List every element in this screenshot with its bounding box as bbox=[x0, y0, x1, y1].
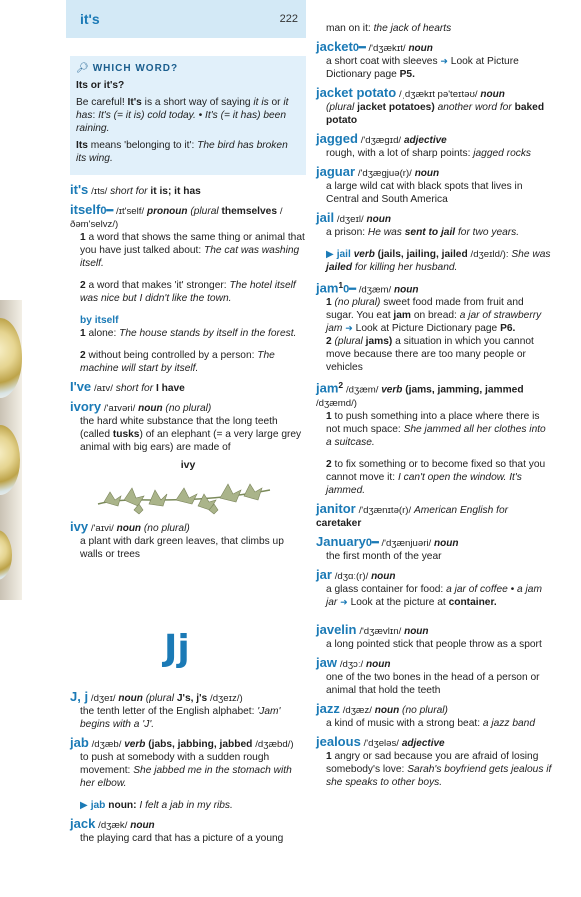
entry-jack: jack /dʒæk/ noun the playing card that has a picture of a young bbox=[70, 816, 284, 844]
running-headword: it's bbox=[80, 11, 100, 27]
key-icon: 0━ bbox=[343, 283, 356, 296]
cross-reference-icon: ➜ bbox=[345, 323, 353, 334]
entry-jagged: jagged /'dʒægɪd/ adjective rough, with a lot of sharp points: jagged rocks bbox=[316, 131, 532, 159]
magnifying-glass-icon: 🔎︎ bbox=[76, 63, 90, 74]
entry-itself: itself0━ /ɪt'self/ pronoun (plural themselves /ðəm'selvz/) 1 a word that shows the same thing or animal that you have just talked about: The cat was washing itself. 2 a word that makes 'it' stronger: The hotel itself was nice but I didn't like the town. by itself 1 alone: The house stands by itself in the forest. 2 without being controlled by a person: The machine will start by itself. bbox=[70, 202, 305, 374]
entry-its: it's /ɪts/ short for it is; it has bbox=[70, 182, 201, 197]
entry-jail: jail /dʒeɪl/ noun a prison: He was sent to jail for two years. ▶ jail verb (jails, jailing, jailed /dʒeɪld/): She was jailed for killing her husband. bbox=[316, 210, 551, 273]
entry-jacket: jacket0━ /'dʒækɪt/ noun a short coat with sleeves ➜ Look at Picture Dictionary page P5. bbox=[316, 39, 519, 80]
entry-jar: jar /dʒɑː(r)/ noun a glass container for food: a jar of coffee • a jam jar ➜ Look at the picture at container. bbox=[316, 566, 542, 608]
entry-janitor: janitor /'dʒænɪtə(r)/ American English for caretaker bbox=[316, 500, 509, 529]
entry-jam-1: jam$^1$0━ /dʒæm/ noun 1 (no plural) sweet food made from fruit and sugar. You eat jam on bread: a jar of strawberry jam ➜ Look at Picture Dictionary page P6. 2 (plural jams) a situation in which you cannot move because there are too many people or vehicles bbox=[316, 280, 542, 374]
entry-javelin: javelin /'dʒævlɪn/ noun a long pointed stick that people throw as a sport bbox=[316, 621, 542, 650]
entry-jazz: jazz /dʒæz/ noun (no plural) a kind of music with a strong beat: a jazz band bbox=[316, 700, 535, 729]
entry-jam-2: jam$^2$ /dʒæm/ verb (jams, jamming, jammed /dʒæmd/) 1 to push something into a place where there is not much space: She jammed all her clothes into a suitcase. 2 to fix something or to become fixed so that you cannot move it: I can't open the window. It's jammed. bbox=[316, 380, 546, 496]
entry-jack-continued: man on it: the jack of hearts bbox=[326, 23, 452, 34]
left-column-lower bbox=[70, 690, 306, 850]
triangle-right-icon: ▶ bbox=[80, 800, 88, 811]
entry-jealous: jealous /'dʒeləs/ adjective 1 angry or sad because you are afraid of losing somebody's love: Sarah's boyfriend gets jealous if she speaks to other boys. bbox=[316, 733, 552, 788]
ivy-illustration-caption: ivy bbox=[180, 459, 196, 471]
phrase-by-itself: by itself bbox=[80, 315, 119, 326]
triangle-right-icon: ▶ bbox=[326, 249, 334, 260]
which-word-para-1: Be careful! It's is a short way of saying it is or it has: It's (= it is) cold today. • It's (= it has) been raining. bbox=[76, 97, 289, 134]
key-icon: 0━ bbox=[352, 42, 366, 54]
left-column bbox=[70, 56, 306, 566]
entry-ivy: ivy /'aɪvi/ noun (no plural) a plant with dark green leaves, that climbs up walls or trees bbox=[70, 519, 284, 560]
section-letter-heading: Jj bbox=[164, 628, 190, 669]
key-icon: 0━ bbox=[365, 536, 379, 549]
entry-ive: I've /aɪv/ short for I have bbox=[70, 379, 185, 394]
which-word-title: 🔎︎ WHICH WORD? bbox=[76, 63, 179, 74]
entry-j: J, j /dʒeɪ/ noun (plural J's, j's /dʒeɪz/) the tenth letter of the English alphabet: 'Jam' begins with a 'J'. bbox=[70, 689, 281, 730]
entry-ivory: ivory /'aɪvəri/ noun (no plural) the hard white substance that the long teeth (called tusks) of an elephant (= a very large grey animal with big ears) are made of bbox=[70, 399, 302, 453]
page-number: 222 bbox=[279, 13, 298, 25]
which-word-box bbox=[70, 56, 306, 175]
key-icon: 0━ bbox=[100, 205, 114, 217]
page-header bbox=[66, 0, 306, 38]
entry-january: January0━ /'dʒænjuəri/ noun the first month of the year bbox=[316, 533, 459, 562]
cross-reference-icon: ➜ bbox=[440, 56, 448, 66]
entry-jaw: jaw /dʒɔː/ noun one of the two bones in the head of a person or animal that hold the teeth bbox=[316, 654, 540, 696]
entry-jaguar: jaguar /'dʒægjuə(r)/ noun a large wild cat with black spots that lives in Central and South America bbox=[316, 164, 523, 205]
entry-jab: jab /dʒæb/ verb (jabs, jabbing, jabbed /dʒæbd/) to push at somebody with a sudden rough movement: She jabbed me in the stomach with her elbow. ▶ jab noun: I felt a jab in my ribs. bbox=[70, 735, 294, 811]
entry-jacket-potato: jacket potato /ˌdʒækɪt pə'teɪtəʊ/ noun (plural jacket potatoes) another word for baked potato bbox=[316, 85, 545, 126]
ivy-illustration bbox=[94, 474, 274, 518]
which-word-para-2: Its means 'belonging to it': The bird has broken its wing. bbox=[76, 140, 288, 164]
right-column bbox=[316, 22, 552, 794]
cross-reference-icon: ➜ bbox=[340, 596, 348, 607]
which-word-subtitle: Its or it's? bbox=[76, 80, 125, 91]
